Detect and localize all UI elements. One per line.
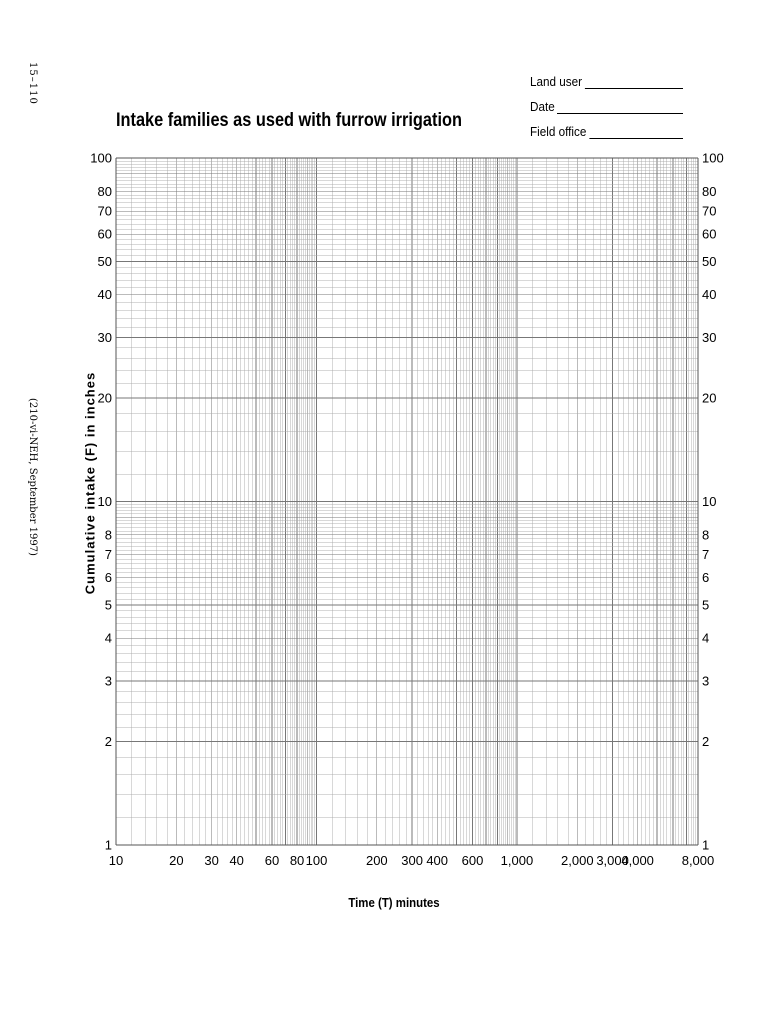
x-tick-label: 3,000: [596, 853, 629, 868]
y-tick-label-left: 4: [104, 630, 112, 646]
grid-lines: [116, 158, 698, 845]
y-tick-label-left: 70: [97, 203, 112, 219]
y-tick-label-left: 50: [97, 253, 112, 269]
x-tick-label: 20: [169, 853, 184, 868]
x-tick-label: 300: [401, 853, 423, 868]
chart-title: Intake families as used with furrow irrigation: [116, 110, 462, 131]
y-tick-label-right: 80: [702, 183, 717, 199]
y-tick-label-left: 7: [104, 547, 112, 563]
y-tick-label-left: 5: [104, 597, 112, 613]
x-axis-label: Time (T) minutes: [348, 895, 440, 910]
y-tick-label-left: 100: [90, 150, 112, 166]
y-tick-label-right: 50: [702, 253, 717, 269]
y-tick-label-left: 40: [97, 287, 112, 303]
y-tick-label-right: 100: [702, 150, 724, 166]
y-tick-label-left: 6: [104, 570, 112, 586]
x-tick-label: 30: [204, 853, 219, 868]
y-tick-label-left: 1: [104, 837, 112, 853]
y-tick-label-left: 80: [97, 183, 112, 199]
y-tick-label-right: 40: [702, 287, 717, 303]
x-tick-label: 200: [365, 853, 388, 868]
y-tick-label-right: 3: [702, 673, 710, 689]
y-tick-label-left: 10: [97, 494, 112, 509]
x-tick-label: 100: [305, 853, 328, 868]
x-tick-label: 1,000: [500, 853, 534, 868]
page-number: 15–110: [27, 62, 38, 105]
y-tick-label-left: 20: [97, 390, 112, 406]
x-tick-label: 40: [229, 853, 244, 868]
y-tick-label-right: 2: [702, 734, 710, 750]
y-tick-label-right: 20: [702, 390, 717, 406]
y-axis-label: Cumulative intake (F) in inches: [82, 371, 98, 595]
y-tick-label-left: 8: [104, 527, 112, 543]
y-tick-label-right: 6: [702, 570, 710, 586]
y-tick-label-right: 4: [702, 630, 710, 646]
y-tick-label-right: 30: [702, 330, 717, 346]
x-tick-label: 8,000: [681, 853, 715, 868]
land-user-label: Land user: [530, 74, 583, 89]
y-tick-label-right: 60: [702, 226, 717, 242]
y-tick-label-right: 8: [702, 527, 710, 543]
y-tick-label-left: 60: [97, 226, 112, 242]
field-office-label: Field office: [530, 124, 587, 139]
x-tick-label: 400: [426, 853, 449, 868]
y-tick-label-right: 70: [702, 203, 717, 219]
date-label: Date: [530, 99, 555, 114]
y-tick-label-right: 1: [702, 837, 710, 853]
y-tick-label-left: 3: [104, 673, 112, 689]
y-tick-label-right: 7: [702, 547, 710, 563]
y-tick-label-left: 30: [97, 330, 112, 346]
x-tick-label: 80: [289, 853, 305, 868]
x-tick-label: 10: [108, 853, 124, 868]
x-tick-label: 2,000: [561, 853, 594, 868]
document-reference: (210-vi-NEH, September 1997): [27, 398, 38, 556]
y-tick-label-right: 5: [702, 597, 710, 613]
x-tick-label: 600: [461, 853, 484, 868]
x-tick-label: 60: [264, 853, 280, 868]
y-tick-label-right: 10: [702, 494, 717, 509]
y-tick-label-left: 2: [104, 734, 112, 750]
x-tick-label: 4,000: [621, 853, 654, 868]
